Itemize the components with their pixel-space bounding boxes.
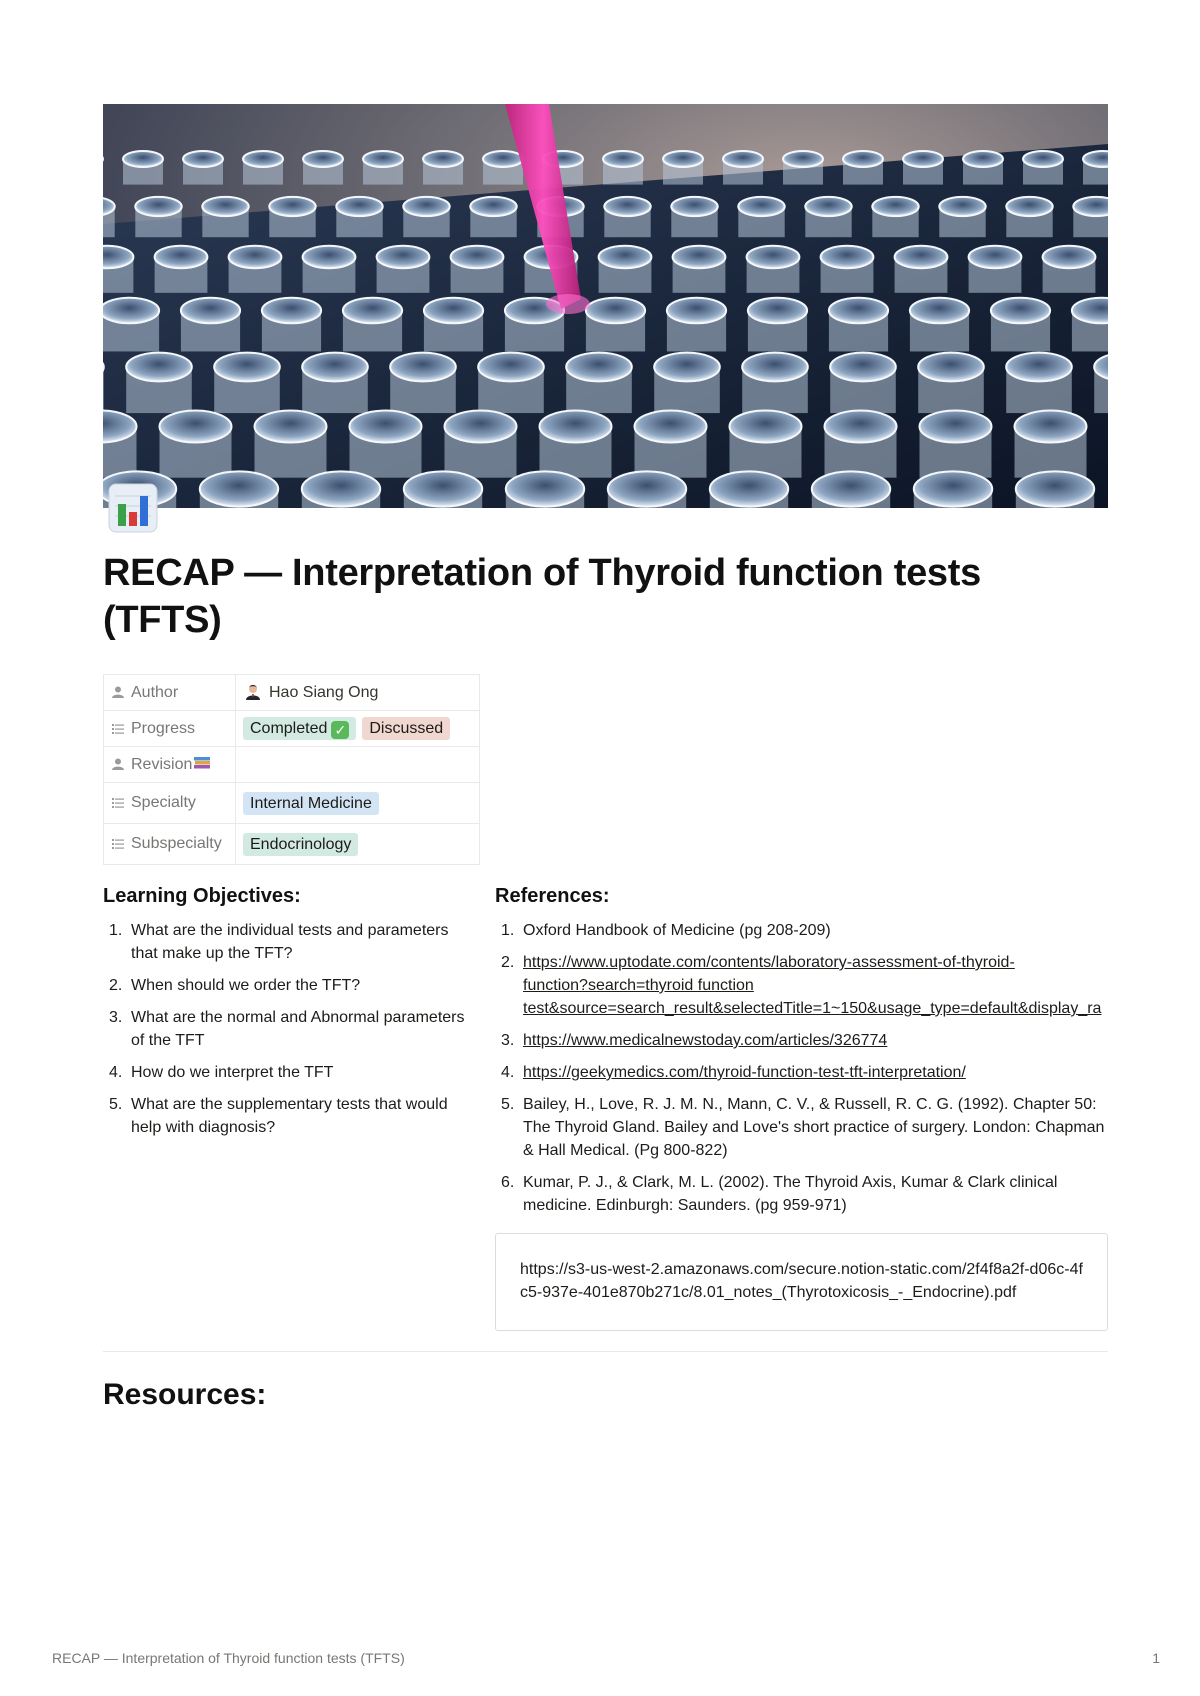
tube-rim — [710, 471, 788, 506]
tube-rim — [748, 298, 807, 324]
tube-rim — [830, 353, 896, 382]
tube-rim — [825, 411, 897, 443]
tube-rim — [673, 246, 726, 268]
tube-rim — [671, 197, 717, 216]
tag-discussed[interactable]: Discussed — [362, 717, 450, 740]
tube-rim — [214, 353, 280, 382]
list-item: 3. What are the normal and Abnormal parameters of the TFT — [109, 1009, 465, 1049]
tube-rim — [269, 197, 315, 216]
property-label: Specialty — [131, 794, 196, 811]
page-number: 1 — [1152, 1650, 1160, 1666]
tube-rim — [155, 246, 208, 268]
geekymedics-link[interactable]: https://geekymedics.com/thyroid-function-test-tft-interpretation/ — [523, 1064, 966, 1081]
cover-photo-tubes — [103, 104, 1108, 508]
tube-rim — [451, 246, 504, 268]
tag-endocrinology[interactable]: Endocrinology — [243, 833, 358, 856]
list-item[interactable]: 2. https://www.uptodate.com/contents/laboratory-assessment-of-thyroid- function?search=thyroid function test&source=search_result&selectedTitle=1~150&usage_type=default&display_ra — [495, 951, 1108, 1020]
divider — [103, 1351, 1108, 1352]
tube-rim — [603, 151, 643, 167]
tube-rim — [586, 298, 645, 324]
tube-rim — [483, 151, 523, 167]
tube-rim — [738, 197, 784, 216]
tube-rim — [843, 151, 883, 167]
medicalnewstoday-link[interactable]: https://www.medicalnewstoday.com/articles/326774 — [523, 1032, 888, 1049]
tube-rim — [262, 298, 321, 324]
tube-rim — [747, 246, 800, 268]
references-column — [495, 885, 1108, 1331]
tube-rim — [181, 298, 240, 324]
tube-rim — [478, 353, 544, 382]
author-name: Hao Siang Ong — [269, 684, 379, 701]
tube-rim — [126, 353, 192, 382]
property-specialty[interactable] — [104, 783, 480, 824]
tube-rim — [635, 411, 707, 443]
cover-image — [103, 104, 1108, 508]
tube-rim — [390, 353, 456, 382]
objectives-list — [103, 919, 473, 1139]
tube-rim — [540, 411, 612, 443]
tube-rim — [829, 298, 888, 324]
tube-rim — [103, 298, 159, 324]
property-label: Progress — [131, 719, 196, 737]
tube-rim — [363, 151, 403, 167]
list-item: 5. Bailey, H., Love, R. J. M. N., Mann, C. V., & Russell, R. C. G. (1992). Chapter 50: The Thyroid Gland. Bailey and Love's short practice of surgery. London: Chapman & Hall Medical. (Pg 800-822) — [501, 1096, 1105, 1159]
tube-rim — [663, 151, 703, 167]
list-icon — [111, 836, 125, 850]
tube-rim — [343, 298, 402, 324]
list-item[interactable]: 3. https://www.medicalnewstoday.com/articles/326774 — [501, 1032, 888, 1049]
property-subspecialty[interactable] — [104, 824, 480, 865]
footer-title: RECAP — Interpretation of Thyroid function tests (TFTS) — [52, 1650, 405, 1666]
tube-rim — [1073, 197, 1108, 216]
tube-rim — [1016, 471, 1094, 506]
references-list — [495, 919, 1108, 1217]
property-label: Subspecialty — [131, 835, 222, 852]
tube-rim — [1006, 197, 1052, 216]
tube-rim — [1043, 246, 1096, 268]
property-author[interactable] — [104, 675, 480, 711]
tube-rim — [939, 197, 985, 216]
list-item: 1. What are the individual tests and parameters that make up the TFT? — [109, 922, 449, 962]
file-attachment-link[interactable]: https://s3-us-west-2.amazonaws.com/secure.notion-static.com/2f4f8a2f-d06c-4fc5-937e-401e870b271c/8.01_notes_(Thyrotoxicosis_-_Endocrine).pdf — [495, 1233, 1108, 1331]
tube-rim — [135, 197, 181, 216]
property-label: Author — [131, 683, 179, 701]
tube-rim — [336, 197, 382, 216]
references-heading: References: — [495, 885, 610, 907]
learning-objectives-heading: Learning Objectives: — [103, 885, 301, 907]
tube-rim — [667, 298, 726, 324]
list-item[interactable]: 4. https://geekymedics.com/thyroid-function-test-tft-interpretation/ — [501, 1064, 966, 1081]
tube-rim — [403, 197, 449, 216]
books-icon — [193, 755, 211, 771]
tube-rim — [903, 151, 943, 167]
list-item: 1. Oxford Handbook of Medicine (pg 208-209) — [501, 922, 831, 939]
tube-rim — [470, 197, 516, 216]
tube-rim — [202, 197, 248, 216]
tube-rim — [302, 353, 368, 382]
tube-rim — [991, 298, 1050, 324]
tag-internal-medicine[interactable]: Internal Medicine — [243, 792, 379, 815]
resources-heading: Resources: — [103, 1378, 267, 1411]
property-revision[interactable] — [104, 747, 480, 783]
list-item: 5. What are the supplementary tests that would help with diagnosis? — [109, 1096, 448, 1136]
avatar — [245, 683, 261, 700]
tube-rim — [566, 353, 632, 382]
page-content — [103, 104, 1108, 1355]
tube-rim — [200, 471, 278, 506]
tube-rim — [918, 353, 984, 382]
tube-rim — [423, 151, 463, 167]
tube-rim — [914, 471, 992, 506]
list-icon — [111, 795, 125, 809]
tube-rim — [350, 411, 422, 443]
tube-rim — [910, 298, 969, 324]
tube-rim — [742, 353, 808, 382]
tube-rim — [303, 151, 343, 167]
uptodate-link-line3[interactable]: test&source=search_result&selectedTitle=1~150&usage_type=default&display_ra — [523, 1000, 1102, 1017]
tube-rim — [805, 197, 851, 216]
list-icon — [111, 721, 125, 735]
tube-rim — [821, 246, 874, 268]
tube-rim — [255, 411, 327, 443]
tube-rim — [730, 411, 802, 443]
tube-rim — [654, 353, 720, 382]
page-title: RECAP — Interpretation of Thyroid function tests (TFTS) — [103, 552, 981, 641]
tube-rim — [895, 246, 948, 268]
tube-rim — [1006, 353, 1072, 382]
checkmark-icon: ✓ — [331, 721, 349, 739]
tube-rim — [783, 151, 823, 167]
tube-rim — [604, 197, 650, 216]
tube-body — [103, 367, 104, 413]
uptodate-link-line2[interactable]: function?search=thyroid function — [523, 977, 754, 994]
tube-rim — [608, 471, 686, 506]
list-item: 6. Kumar, P. J., & Clark, M. L. (2002). The Thyroid Axis, Kumar & Clark clinical medicine. Edinburgh: Saunders. (pg 959-971) — [501, 1174, 1058, 1214]
tube-rim — [303, 246, 356, 268]
tube-rim — [377, 246, 430, 268]
tube-rim — [1083, 151, 1108, 167]
bar-chart-icon — [107, 482, 159, 534]
tube-rim — [160, 411, 232, 443]
two-column-layout — [103, 885, 1108, 1355]
tube-rim — [183, 151, 223, 167]
tube-rim — [506, 471, 584, 506]
learning-objectives-column — [103, 885, 473, 1148]
tube-rim — [302, 471, 380, 506]
tube-rim — [1015, 411, 1087, 443]
tube-rim — [920, 411, 992, 443]
tube-rim — [969, 246, 1022, 268]
tube-rim — [872, 197, 918, 216]
tube-rim — [1023, 151, 1063, 167]
properties-table — [103, 674, 480, 865]
tube-rim — [963, 151, 1003, 167]
tube-rim — [445, 411, 517, 443]
tube-rim — [599, 246, 652, 268]
property-progress[interactable] — [104, 711, 480, 747]
tube-rim — [723, 151, 763, 167]
tag-completed[interactable]: Completed ✓ — [243, 717, 356, 740]
tube-rim — [243, 151, 283, 167]
tube-rim — [812, 471, 890, 506]
list-item: 2. When should we order the TFT? — [109, 977, 361, 994]
uptodate-link[interactable]: https://www.uptodate.com/contents/laboratory-assessment-of-thyroid- — [523, 954, 1015, 971]
tube-rim — [404, 471, 482, 506]
property-label: Revision — [131, 756, 193, 773]
list-item: 4. How do we interpret the TFT — [109, 1064, 334, 1081]
tube-rim — [123, 151, 163, 167]
tube-rim — [424, 298, 483, 324]
person-icon — [111, 757, 125, 771]
person-icon — [111, 685, 125, 699]
tube-rim — [229, 246, 282, 268]
